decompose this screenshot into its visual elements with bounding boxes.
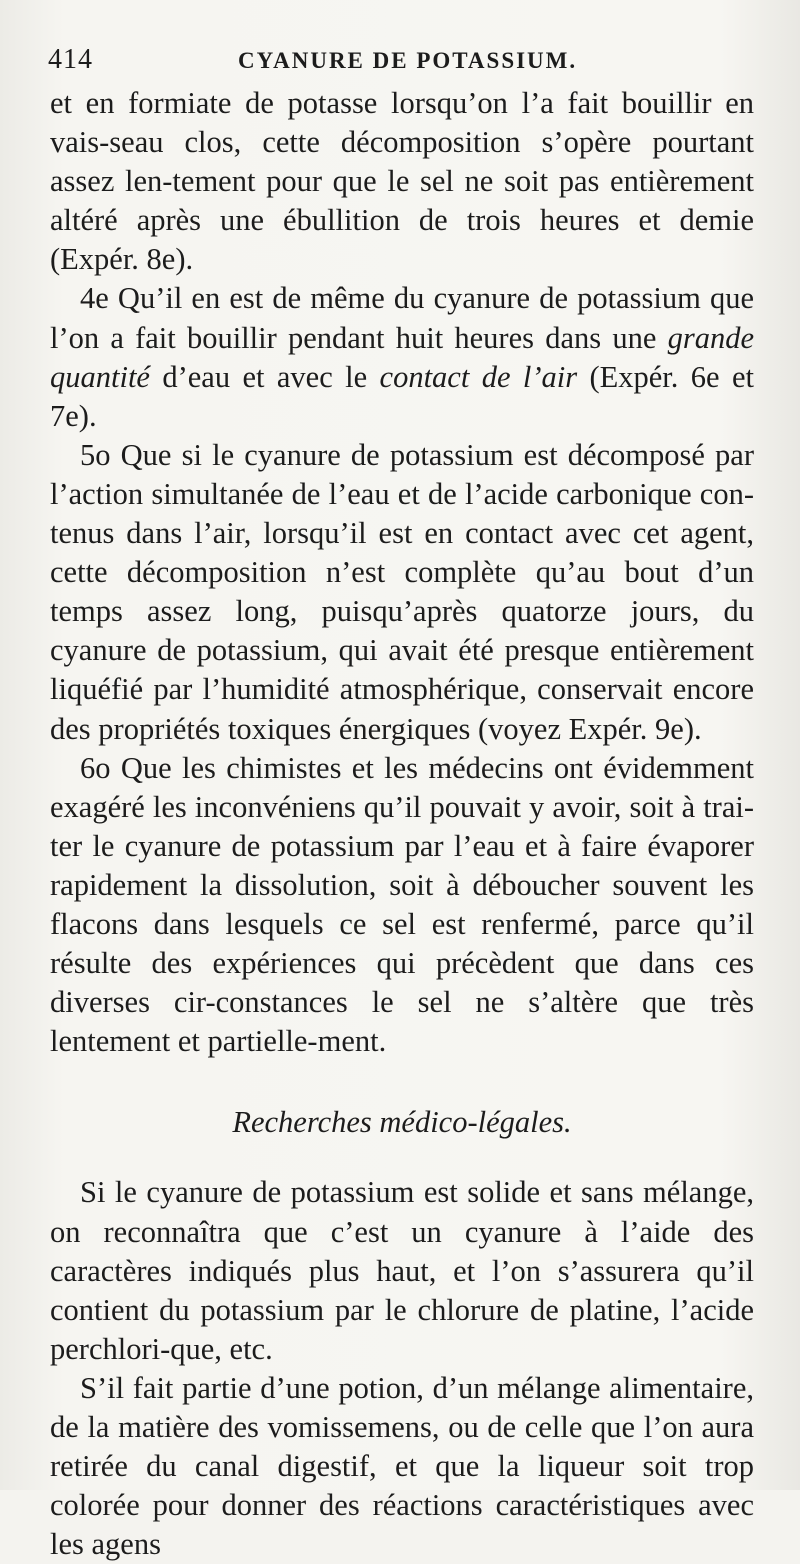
paragraph-item-4-tail: (Expér. 6e et 7e).: [50, 359, 754, 433]
paragraph-item-4-middle: d’eau et avec le: [149, 359, 380, 394]
paragraph-item-4-lead: 4e Qu’il en est de même du cyanure de potassium que l’on a fait bouillir pendant huit heures dans une: [50, 281, 754, 355]
page-body: [50, 84, 754, 1564]
running-header: [48, 40, 752, 80]
paragraph-solid-cyanide: Si le cyanure de potassium est solide et sans mélange, on reconnaîtra que c’est un cyanure à l’aide des caractères indiqués plus haut, et l’on s’assurera qu’il contient du potassium par le chlorure de platine, l’acide perchlori-que, etc.: [50, 1175, 754, 1366]
paragraph-item-6: 6o Que les chimistes et les médecins ont évidemment exagéré les inconvéniens qu’il pouvait y avoir, soit à trai-ter le cyanure de potassium par l’eau et à faire évaporer rapidement la dissolution, soit à déboucher souvent les flacons dans lesquels ce sel est renfermé, parce qu’il résulte des expériences qui précèdent que dans ces diverses cir-constances le sel ne s’altère que très lentement et partielle-ment.: [50, 750, 754, 1059]
running-title: CYANURE DE POTASSIUM.: [238, 48, 578, 73]
emphasis-grande-quantite: grande quantité: [50, 320, 754, 394]
emphasis-contact-air: contact de l’air: [379, 359, 578, 394]
page-number: 414: [48, 44, 93, 75]
paragraph-item-4: [50, 279, 754, 435]
section-heading: Recherches médico-légales.: [232, 1105, 572, 1140]
paragraph-mixture: S’il fait partie d’une potion, d’un mélange alimentaire, de la matière des vomissemens, ou de celle que l’on aura retirée du canal digestif, et que la liqueur soit trop colorée pour donner des réactions caractéristiques avec les agens: [50, 1370, 754, 1562]
paragraph-item-5: 5o Que si le cyanure de potassium est décomposé par l’action simultanée de l’eau et de l’acide carbonique con-tenus dans l’air, lorsqu’il est en contact avec cet agent, cette décomposition n’est complète qu’au bout d’un temps assez long, puisqu’après quatorze jours, du cyanure de potassium, qui avait été presque entièrement liquéfié par l’humidité atmosphérique, conservait encore des propriétés toxiques énergiques (voyez Expér. 9e).: [50, 437, 754, 746]
paragraph-continuation: et en formiate de potasse lorsqu’on l’a fait bouillir en vais-seau clos, cette décomposition s’opère pourtant assez len-tement pour que le sel ne soit pas entièrement altéré après une ébullition de trois heures et demie (Expér. 8e).: [50, 86, 754, 277]
